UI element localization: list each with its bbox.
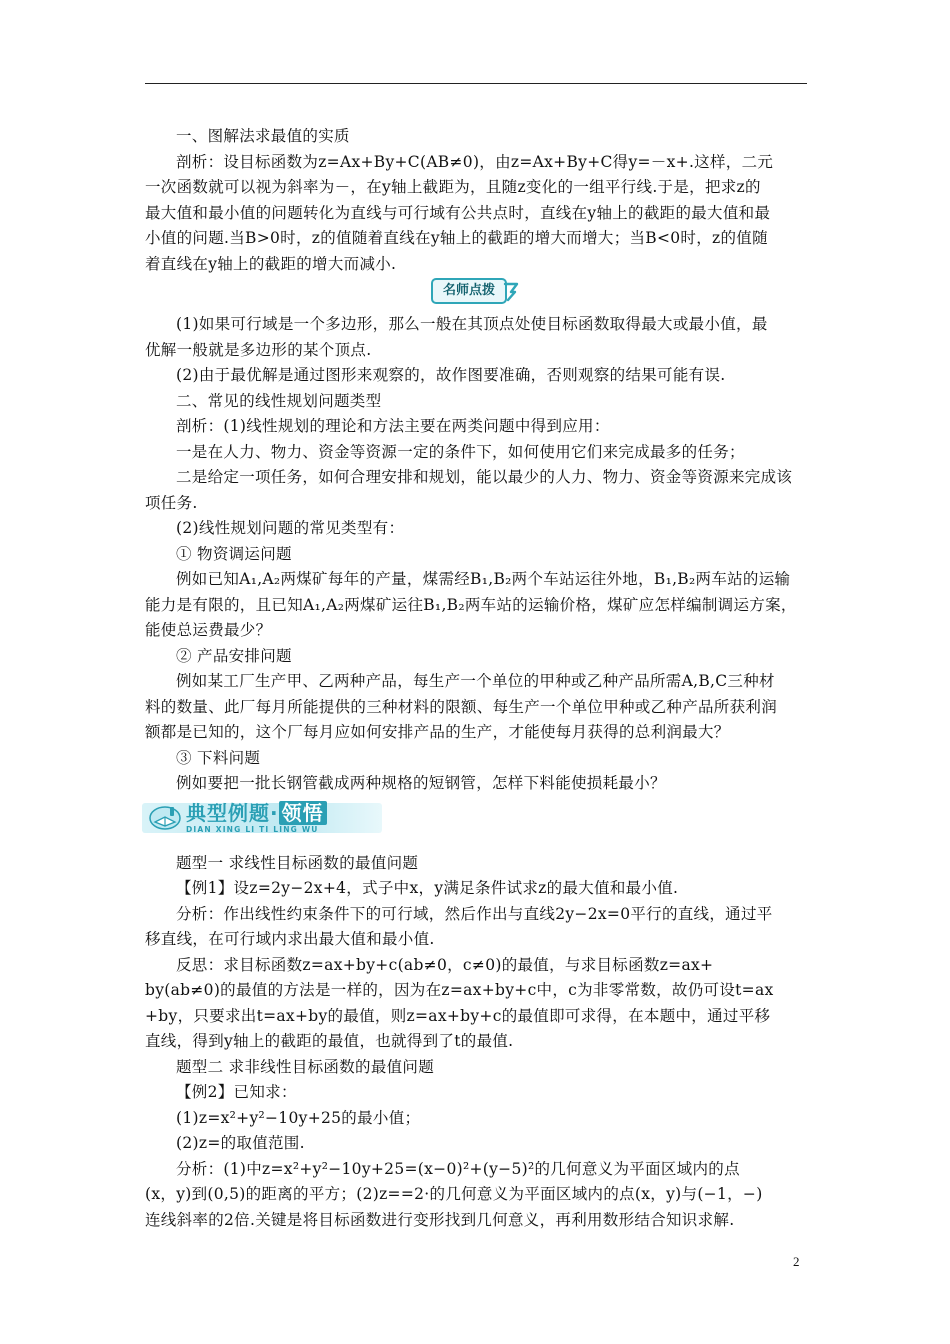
paragraph-line: 分析：作出线性约束条件下的可行域，然后作出与直线2y−2x=0平行的直线，通过平 [176, 904, 773, 923]
hook-icon [503, 280, 521, 302]
header-rule [145, 83, 807, 84]
paragraph-line: 一是在人力、物力、资金等资源一定的条件下，如何使用它们来完成最多的任务； [176, 442, 745, 461]
banner-title-main: 典型例题 [186, 800, 270, 825]
paragraph-line: 最大值和最小值的问题转化为直线与可行域有公共点时，直线在y轴上的截距的最大值和最 [145, 203, 771, 222]
paragraph-line: (1)z=x²+y²−10y+25的最小值； [176, 1108, 421, 1127]
paragraph-line: 优解一般就是多边形的某个顶点. [145, 340, 372, 359]
paragraph-line: 额都是已知的，这个厂每月应如何安排产品的生产，才能使每月获得的总利润最大？ [145, 723, 730, 741]
banner-title-highlight: 领悟 [279, 801, 327, 825]
teacher-tip-badge [145, 278, 807, 308]
paragraph-line: 例如某工厂生产甲、乙两种产品，每生产一个单位的甲种或乙种产品所需A,B,C三种材 [176, 672, 775, 690]
list-heading: ③ 下料问题 [176, 748, 261, 767]
paragraph-line: 反思：求目标函数z=ax+by+c(ab≠0，c≠0)的最值，与求目标函数z=ax+ [176, 955, 714, 974]
section-heading-1: 一、图解法求最值的实质 [176, 127, 350, 145]
paragraph-line: 连线斜率的2倍.关键是将目标函数进行变形找到几何意义，再利用数形结合知识求解. [145, 1210, 735, 1229]
paragraph-line: 分析：(1)中z=x²+y²−10y+25=(x−0)²+(y−5)²的几何意义为平面区域内的点 [176, 1159, 740, 1178]
section-heading-2: 二、常见的线性规划问题类型 [176, 391, 382, 410]
list-heading: ② 产品安排问题 [176, 646, 292, 665]
paragraph-line: 能使总运费最少？ [145, 621, 272, 639]
paragraph-line: (2)由于最优解是通过图形来观察的，故作图要准确，否则观察的结果可能有误. [176, 366, 726, 384]
typical-examples-banner [142, 799, 392, 839]
paragraph-line: (2)z=的取值范围. [176, 1134, 305, 1152]
paragraph-line: +by，只要求出t=ax+by的最值，则z=ax+by+c的最值即可求得，在本题中，通过平移 [145, 1006, 771, 1025]
paragraph-line: 例如已知A₁,A₂两煤矿每年的产量，煤需经B₁,B₂两个车站运往外地，B₁,B₂两车站的运输 [176, 570, 791, 588]
paragraph-line: 项任务. [145, 493, 198, 512]
book-icon [148, 803, 182, 833]
paragraph-line: 【例2】已知求： [176, 1083, 297, 1101]
paragraph-line: (1)如果可行域是一个多边形，那么一般在其顶点处使目标函数取得最大或最小值，最 [176, 315, 768, 333]
paragraph-line: 一次函数就可以视为斜率为－，在y轴上截距为，且随z变化的一组平行线.于是，把求z的 [145, 178, 761, 196]
banner-title-dot: · [270, 800, 279, 825]
paragraph-line: 移直线，在可行域内求出最大值和最小值. [145, 930, 435, 948]
paragraph-line: 例如要把一批长钢管截成两种规格的短钢管，怎样下料能使损耗最小？ [176, 774, 666, 792]
banner-title [186, 801, 327, 825]
section-heading-3: 题型一 求线性目标函数的最值问题 [176, 853, 419, 872]
paragraph-line: 能力是有限的，且已知A₁,A₂两煤矿运往B₁,B₂两车站的运输价格，煤矿应怎样编制调运方案， [145, 595, 797, 614]
section-heading-4: 题型二 求非线性目标函数的最值问题 [176, 1057, 435, 1076]
page-number: 2 [793, 1254, 800, 1269]
paragraph-line: by(ab≠0)的最值的方法是一样的，因为在z=ax+by+c中，c为非零常数，故仍可设t=ax [145, 981, 774, 999]
paragraph-line: 着直线在y轴上的截距的增大而减小. [145, 254, 397, 273]
paragraph-line: (2)线性规划问题的常见类型有： [176, 519, 405, 537]
paragraph-line: 二是给定一项任务，如何合理安排和规划，能以最少的人力、物力、资金等资源来完成该 [176, 468, 793, 486]
badge-label: 名师点拨 [431, 278, 507, 304]
paragraph-line: 直线，得到y轴上的截距的最值，也就得到了t的最值. [145, 1032, 514, 1050]
paragraph-line: 小值的问题.当B>0时，z的值随着直线在y轴上的截距的增大而增大；当B<0时，z的值随 [145, 229, 768, 247]
page-body [145, 124, 807, 1233]
paragraph-line: 剖析：(1)线性规划的理论和方法主要在两类问题中得到应用： [176, 417, 610, 435]
paragraph-line: 料的数量、此厂每月所能提供的三种材料的限额、每生产一个单位甲种或乙种产品所获利润 [145, 697, 778, 716]
paragraph-line: 【例1】设z=2y−2x+4，式子中x，y满足条件试求z的最大值和最小值. [176, 879, 679, 897]
banner-subtitle: DIAN XING LI TI LING WU [186, 824, 319, 834]
list-heading: ① 物资调运问题 [176, 544, 292, 563]
paragraph-line: 剖析：设目标函数为z=Ax+By+C(AB≠0)，由z=Ax+By+C得y=－x+.这样，二元 [176, 152, 774, 171]
paragraph-line: (x，y)到(0,5)的距离的平方；(2)z==2·的几何意义为平面区域内的点(x，y)与(−1，−) [145, 1185, 763, 1203]
